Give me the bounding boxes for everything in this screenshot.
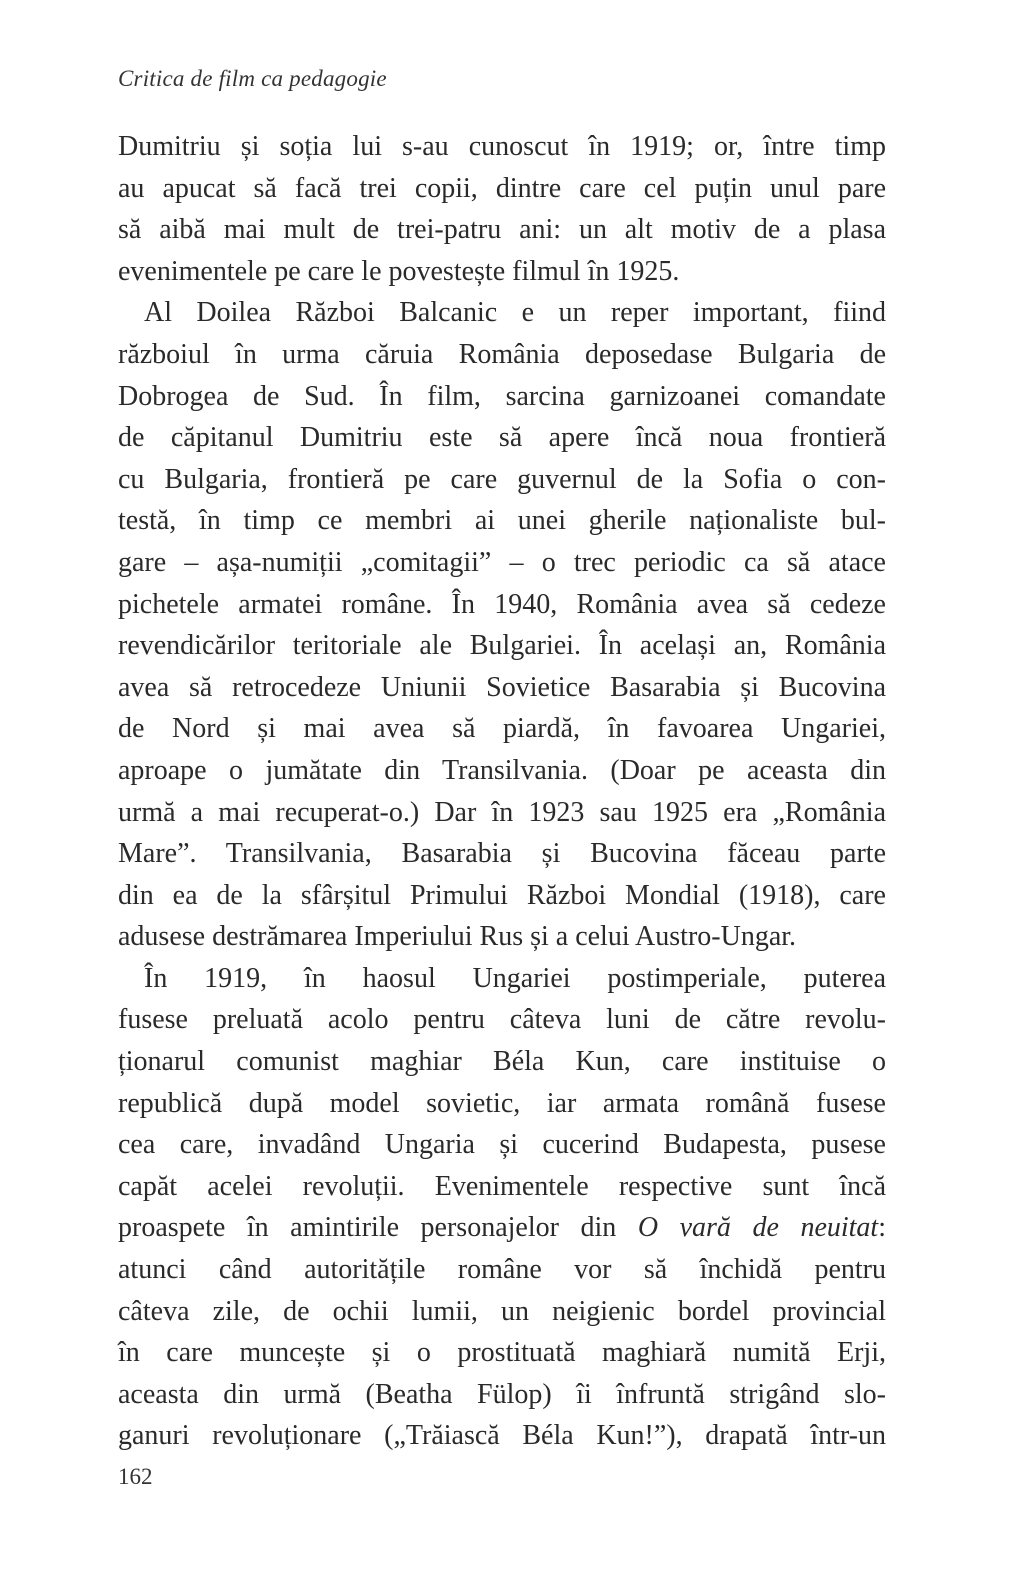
- text-line: [118, 417, 886, 459]
- text-line-content: ționarul comunist maghiar Béla Kun, care instituise o: [118, 1046, 886, 1078]
- text-line-content: capăt acelei revoluții. Evenimentele respective sunt încă: [118, 1170, 886, 1202]
- text-line-content: revendicărilor teritoriale ale Bulgariei. În același an, România: [118, 630, 886, 662]
- text-line: [118, 292, 886, 334]
- text-line-content: În 1919, în haosul Ungariei postimperiale, puterea: [144, 962, 886, 994]
- text-line-content: aceasta din urmă (Beatha Fülop) îi înfruntă strigând slo-: [118, 1378, 886, 1410]
- text-line: [118, 833, 886, 875]
- text-line: [118, 1332, 886, 1374]
- text-line-content: de căpitanul Dumitriu este să apere încă noua frontieră: [118, 422, 886, 454]
- text-line-content: pichetele armatei române. În 1940, România avea să cedeze: [118, 588, 886, 620]
- text-line-content: războiul în urma căruia România deposedase Bulgaria de: [118, 338, 886, 370]
- text-line-content: Mare”. Transilvania, Basarabia și Bucovina făceau parte: [118, 838, 886, 870]
- text-line: [118, 792, 886, 834]
- text-line-content: Dobrogea de Sud. În film, sarcina garnizoanei comandate: [118, 380, 886, 412]
- text-line: [118, 958, 886, 1000]
- text-line-content: din ea de la sfârșitul Primului Război Mondial (1918), care: [118, 879, 886, 911]
- text-line: [118, 750, 886, 792]
- text-line: [118, 1291, 886, 1333]
- text-line: [118, 1249, 886, 1291]
- text-line-content: cea care, invadând Ungaria și cucerind Budapesta, pusese: [118, 1129, 886, 1161]
- text-line: [118, 376, 886, 418]
- text-line: [118, 542, 886, 584]
- text-line-content: proaspete în amintirile personajelor din: [118, 1212, 638, 1244]
- text-line: [118, 584, 886, 626]
- text-line-content: aproape o jumătate din Transilvania. (Doar pe aceasta din: [118, 754, 886, 786]
- text-line: [118, 916, 886, 958]
- text-line-content: Al Doilea Război Balcanic e un reper important, fiind: [144, 297, 886, 329]
- text-line-content: câteva zile, de ochii lumii, un neigienic bordel provincial: [118, 1295, 886, 1327]
- text-line: [118, 209, 886, 251]
- text-line: [118, 875, 886, 917]
- text-line: [118, 1041, 886, 1083]
- text-line: [118, 334, 886, 376]
- text-line-content: gare – așa-numiții „comitagii” – o trec periodic ca să atace: [118, 546, 886, 578]
- text-line: [118, 625, 886, 667]
- text-line: [118, 168, 886, 210]
- text-line: [118, 251, 886, 293]
- text-line-content: republică după model sovietic, iar armata română fusese: [118, 1087, 886, 1119]
- text-line-content: în care muncește și o prostituată maghiară numită Erji,: [118, 1337, 886, 1369]
- text-line-content: de Nord și mai avea să piardă, în favoarea Ungariei,: [118, 713, 886, 745]
- running-head: Critica de film ca pedagogie: [118, 66, 387, 91]
- text-line: [118, 126, 886, 168]
- text-line-content: au apucat să facă trei copii, dintre care cel puțin unul pare: [118, 172, 886, 204]
- body-text: [118, 126, 886, 1457]
- text-line-content: atunci când autoritățile române vor să închidă pentru: [118, 1254, 886, 1286]
- text-line-content: fusese preluată acolo pentru câteva luni de către revolu-: [118, 1004, 886, 1036]
- text-line-content: cu Bulgaria, frontieră pe care guvernul de la Sofia o con-: [118, 463, 886, 495]
- text-line-content: testă, în timp ce membri ai unei gherile naționaliste bul-: [118, 505, 886, 537]
- text-line: [118, 459, 886, 501]
- text-line-content: ganuri revoluționare („Trăiască Béla Kun!”), drapată într-un: [118, 1420, 886, 1452]
- page-number: 162: [118, 1464, 153, 1489]
- text-line-content: să aibă mai mult de trei-patru ani: un alt motiv de a plasa: [118, 214, 886, 246]
- text-line: [118, 1415, 886, 1457]
- text-line-content: evenimentele pe care le povestește filmul în 1925.: [118, 255, 680, 287]
- punctuation: :: [878, 1212, 886, 1244]
- text-line-content: adusese destrămarea Imperiului Rus și a celui Austro-Ungar.: [118, 921, 797, 953]
- film-title: O vară de neuitat: [637, 1212, 879, 1244]
- text-line-content: avea să retrocedeze Uniunii Sovietice Basarabia și Bucovina: [118, 671, 886, 703]
- text-line-content: urmă a mai recuperat-o.) Dar în 1923 sau 1925 era „România: [118, 796, 886, 828]
- text-line: [118, 1207, 886, 1249]
- text-line: [118, 1374, 886, 1416]
- text-line: [118, 1124, 886, 1166]
- text-line: [118, 1083, 886, 1125]
- text-line: [118, 1166, 886, 1208]
- text-line-content: Dumitriu și soția lui s-au cunoscut în 1919; or, între timp: [118, 131, 886, 162]
- text-line: [118, 708, 886, 750]
- text-line: [118, 999, 886, 1041]
- text-line: [118, 500, 886, 542]
- text-line: [118, 667, 886, 709]
